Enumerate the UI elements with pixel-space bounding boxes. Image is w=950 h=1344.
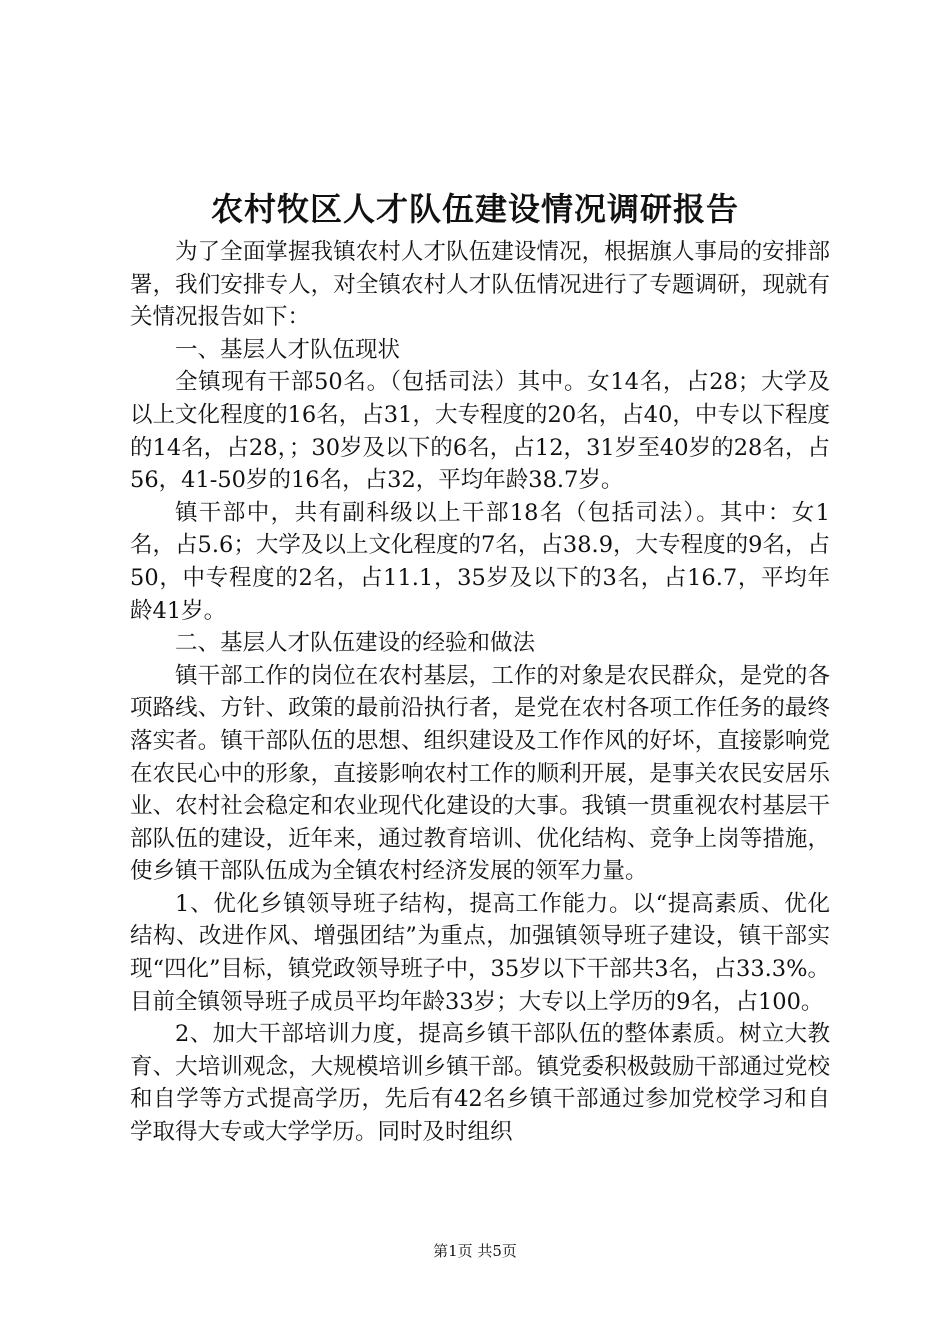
document-body (130, 236, 830, 1149)
body-paragraph: 1、优化乡镇领导班子结构，提高工作能力。以“提高素质、优化结构、改进作风、增强团结”为重点，加强镇领导班子建设，镇干部实现“四化”目标，镇党政领导班子中，35岁以下干部共3名，占33.3%。目前全镇领导班子成员平均年龄33岁；大专以上学历的9名，占100。 (130, 890, 830, 1015)
document-title: 农村牧区人才队伍建设情况调研报告 (210, 190, 739, 228)
section-heading-1: 一、基层人才队伍现状 (175, 336, 401, 363)
section-heading-2: 二、基层人才队伍建设的经验和做法 (175, 630, 536, 657)
body-paragraph: 2、加大干部培训力度，提高乡镇干部队伍的整体素质。树立大教育、大培训观念，大规模培训乡镇干部。镇党委积极鼓励干部通过党校和自学等方式提高学历，先后有42名乡镇干部通过参加党校学习和自学取得大专或大学学历。同时及时组织 (130, 1021, 830, 1146)
body-paragraph: 全镇现有干部50名。（包括司法）其中。女14名，占28；大学及以上文化程度的16名，占31，大专程度的20名，占40，中专以下程度的14名，占28，；30岁及以下的6名，占12，31岁至40岁的28名，占56，41-50岁的16名，占32，平均年龄38.7岁。 (130, 369, 830, 494)
intro-paragraph: 为了全面掌握我镇农村人才队伍建设情况，根据旗人事局的安排部署，我们安排专人，对全镇农村人才队伍情况进行了专题调研，现就有关情况报告如下： (130, 239, 830, 331)
body-paragraph: 镇干部工作的岗位在农村基层，工作的对象是农民群众，是党的各项路线、方针、政策的最前沿执行者，是党在农村各项工作任务的最终落实者。镇干部队伍的思想、组织建设及工作作风的好坏，直接影响党在农民心中的形象，直接影响农村工作的顺利开展，是事关农民安居乐业、农村社会稳定和农业现代化建设的大事。我镇一贯重视农村基层干部队伍的建设，近年来，通过教育培训、优化结构、竞争上岗等措施，使乡镇干部队伍成为全镇农村经济发展的领军力量。 (130, 662, 830, 885)
page-footer: 第1页 共5页 (433, 1242, 517, 1260)
body-paragraph: 镇干部中，共有副科级以上干部18名（包括司法）。其中：女1名，占5.6；大学及以上文化程度的7名，占38.9，大专程度的9名，占50，中专程度的2名，占11.1，35岁及以下的3名，占16.7，平均年龄41岁。 (130, 499, 830, 624)
